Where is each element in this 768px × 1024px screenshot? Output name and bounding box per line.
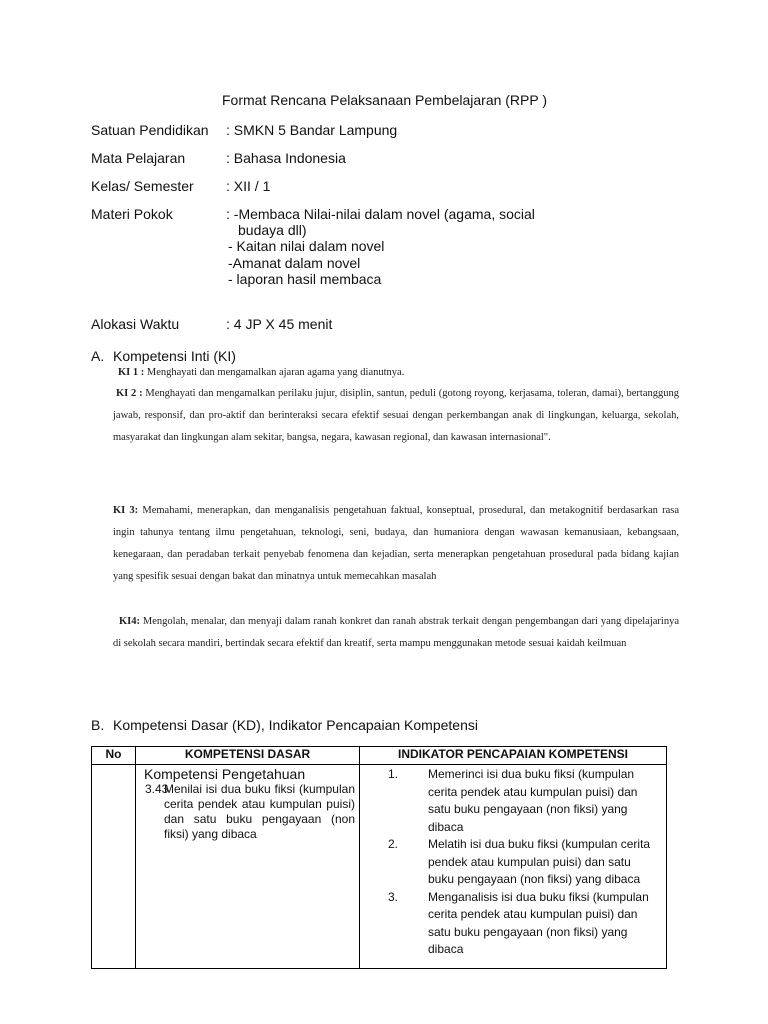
header-indikator: INDIKATOR PENCAPAIAN KOMPETENSI — [360, 747, 667, 765]
ki-text: Menghayati dan mengamalkan perilaku jujur, disiplin, santun, peduli (gotong royong, kerjasama, toleran, damai), bertanggung jawab, responsif, dan pro-aktif dan berinteraksi secara efektif sesuai dengan perkembangan anak di lingkungan, keluarga, sekolah, masyarakat dan lingkungan alam sekitar, bangsa, negara, kawasan regional, dan kawasan internasional". — [113, 388, 680, 443]
ki-text: Memahami, menerapkan, dan menganalisis pengetahuan faktual, konseptual, prosedural, dan metakognitif berdasarkan rasa ingin tahunya tentang ilmu pengetahuan, teknologi, seni, budaya, dan humaniora dengan wawasan kemanusiaan, kebangsaan, kenegaraan, dan peradaban terkait penyebab fenomena dan kejadian, serta menerapkan pengetahuan prosedural pada bidang kajian yang spesifik sesuai dengan bakat dan minatnya untuk memecahkan masalah — [113, 505, 680, 582]
ki-label: KI 1 : — [118, 367, 145, 378]
section-letter: A. — [91, 348, 105, 364]
indicator-number: 1. — [388, 767, 399, 781]
materi-line: budaya dll) — [238, 222, 307, 238]
materi-line: - Kaitan nilai dalam novel — [228, 238, 385, 254]
materi-line: : -Membaca Nilai-nilai dalam novel (agama, social — [226, 206, 535, 222]
document-title: Format Rencana Pelaksanaan Pembelajaran (RPP ) — [222, 92, 548, 108]
info-value: : SMKN 5 Bandar Lampung — [226, 122, 398, 138]
info-value: : XII / 1 — [226, 178, 271, 194]
ki-label: KI 2 : — [116, 388, 143, 399]
list-item — [361, 836, 659, 889]
section-title: Kompetensi Dasar (KD), Indikator Pencapaian Kompetensi — [113, 717, 478, 733]
info-value: : 4 JP X 45 menit — [226, 316, 333, 332]
ki-label: KI4: — [119, 616, 140, 627]
indicator-text: Melatih isi dua buku fiksi (kumpulan cerita pendek atau kumpulan puisi) dan satu buku pengayaan (non fiksi) yang dibaca — [428, 837, 651, 886]
table-header-row — [92, 747, 667, 765]
ki-text: Menghayati dan mengamalkan ajaran agama yang dianutnya. — [146, 367, 405, 378]
indicator-text: Menganalisis isi dua buku fiksi (kumpulan cerita pendek atau kumpulan puisi) dan satu buku pengayaan (non fiksi) yang dibaca — [428, 889, 649, 956]
kd-heading: Kompetensi Pengetahuan — [144, 766, 306, 782]
cell-indikator — [360, 765, 667, 969]
ki-4 — [113, 611, 679, 655]
info-label: Materi Pokok — [91, 206, 173, 222]
list-item — [361, 766, 659, 836]
list-item — [361, 889, 659, 959]
header-kompetensi-dasar: KOMPETENSI DASAR — [136, 747, 360, 765]
cell-kompetensi-dasar — [136, 765, 360, 969]
section-b-heading — [91, 717, 478, 733]
indicator-number: 3. — [388, 889, 399, 904]
kd-number: 3.43 — [145, 782, 169, 796]
header-no: No — [92, 747, 136, 765]
ki-3 — [113, 500, 679, 588]
info-label: Alokasi Waktu — [91, 316, 180, 332]
ki-1 — [118, 362, 678, 384]
info-value: : Bahasa Indonesia — [226, 150, 346, 166]
section-letter: B. — [91, 717, 105, 733]
info-label: Mata Pelajaran — [91, 150, 186, 166]
section-title: Kompetensi Inti (KI) — [113, 348, 236, 364]
info-label: Kelas/ Semester — [91, 178, 194, 194]
indicator-number: 2. — [388, 837, 399, 851]
kd-table — [91, 746, 667, 969]
kd-item — [137, 782, 358, 842]
indicator-text: Memerinci isi dua buku fiksi (kumpulan cerita pendek atau kumpulan puisi) dan satu buku pengayaan (non fiksi) yang dibaca — [428, 767, 638, 834]
info-label: Satuan Pendidikan — [91, 122, 209, 138]
cell-no — [92, 765, 136, 969]
ki-label: KI 3: — [113, 505, 139, 516]
ki-text: Mengolah, menalar, dan menyaji dalam ranah konkret dan ranah abstrak terkait dengan pengembangan dari yang dipelajarinya di sekolah secara mandiri, bertindak secara efektif dan kreatif, serta mampu menggunakan metode sesuai kaidah keilmuan — [113, 616, 679, 649]
kd-text: Menilai isi dua buku fiksi (kumpulan cerita pendek atau kumpulan puisi) dan satu buku pengayaan (non fiksi) yang dibaca — [164, 782, 355, 841]
table-row — [92, 765, 667, 969]
materi-line: - laporan hasil membaca — [228, 271, 382, 287]
materi-line: -Amanat dalam novel — [228, 255, 361, 271]
ki-2 — [113, 383, 679, 449]
indicator-list — [361, 766, 665, 967]
